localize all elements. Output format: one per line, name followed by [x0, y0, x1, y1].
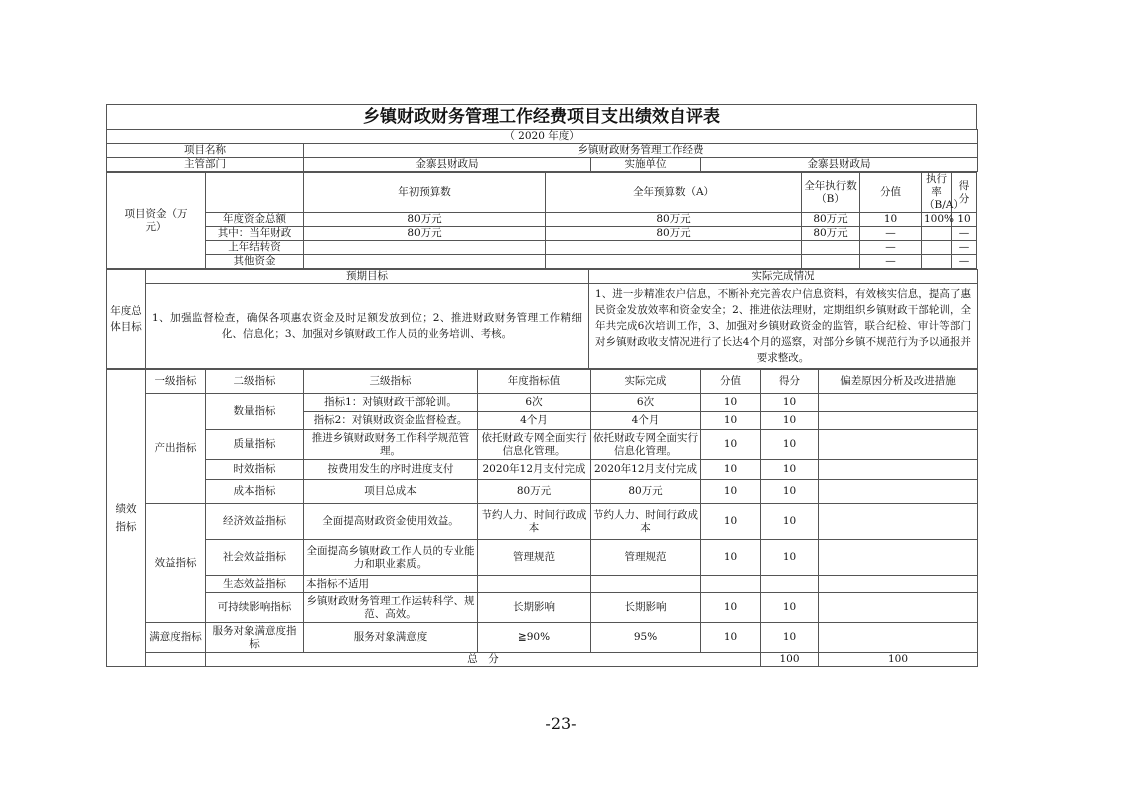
funds-row-exec: 80万元 [802, 213, 860, 227]
perf-row-actual: 95% [591, 623, 701, 653]
funds-row-name: 其中：当年财政 [206, 227, 304, 241]
perf-row [107, 540, 978, 576]
satisfaction-label: 满意度指标 [146, 623, 206, 653]
perf-row-actual: 2020年12月支付完成 [591, 460, 701, 480]
year-row [107, 130, 978, 144]
funds-row-score-val: — [860, 241, 922, 255]
funds-header-row [107, 173, 977, 213]
perf-header-target: 年度指标值 [478, 370, 591, 394]
funds-row-initial [304, 255, 546, 269]
funds-header-exec: 全年执行数（B） [802, 173, 860, 213]
perf-row-val: 10 [701, 480, 761, 504]
perf-row-l3: 全面提高财政资金使用效益。 [304, 504, 478, 540]
funds-header-annual: 全年预算数（A） [546, 173, 802, 213]
perf-row-val: 10 [701, 504, 761, 540]
funds-row-rate: 100% [922, 213, 952, 227]
perf-row-actual: 6次 [591, 394, 701, 412]
perf-row-score: 10 [761, 460, 819, 480]
perf-row-l2: 质量指标 [206, 430, 304, 460]
funds-row-rate [922, 227, 952, 241]
funds-row-rate [922, 241, 952, 255]
perf-row-target: 长期影响 [478, 593, 591, 623]
perf-row-actual: 依托财政专网全面实行信息化管理。 [591, 430, 701, 460]
perf-row [107, 430, 978, 460]
perf-row-val: 10 [701, 540, 761, 576]
evaluation-sheet [106, 104, 977, 667]
perf-row-actual: 节约人力、时间行政成本 [591, 504, 701, 540]
perf-row-val: 10 [701, 430, 761, 460]
project-name-value: 乡镇财政财务管理工作经费 [304, 144, 978, 158]
funds-row-name: 其他资金 [206, 255, 304, 269]
perf-row-note [819, 460, 978, 480]
funds-header-score: 得分 [952, 173, 977, 213]
funds-table [106, 172, 977, 269]
evaluation-table [106, 129, 978, 172]
perf-row-note [819, 504, 978, 540]
perf-row-l3: 指标1：对镇财政干部轮训。 [304, 394, 478, 412]
perf-header-actual: 实际完成 [591, 370, 701, 394]
funds-row-score: — [952, 255, 977, 269]
perf-row-actual: 长期影响 [591, 593, 701, 623]
project-name-label: 项目名称 [107, 144, 304, 158]
dept-value: 金寨县财政局 [304, 158, 591, 172]
funds-row-score-val: — [860, 227, 922, 241]
perf-row-note [819, 480, 978, 504]
perf-row-l3: 指标2：对镇财政资金监督检查。 [304, 412, 478, 430]
page-number: -23- [545, 714, 577, 733]
funds-row-annual [546, 255, 802, 269]
perf-row-l3: 服务对象满意度 [304, 623, 478, 653]
perf-row-actual: 4个月 [591, 412, 701, 430]
funds-row-exec [802, 255, 860, 269]
funds-row [107, 255, 977, 269]
funds-label: 项目资金（万元） [107, 173, 206, 269]
performance-table [106, 369, 978, 667]
perf-row [107, 480, 978, 504]
perf-row-l3: 按费用发生的序时进度支付 [304, 460, 478, 480]
perf-row-target: 依托财政专网全面实行信息化管理。 [478, 430, 591, 460]
perf-row [107, 623, 978, 653]
funds-header-initial: 年初预算数 [304, 173, 546, 213]
year-label: （ 2020 年度） [107, 130, 978, 144]
perf-header-l1: 一级指标 [146, 370, 206, 394]
perf-row-target: 6次 [478, 394, 591, 412]
funds-row [107, 241, 977, 255]
goals-actual-text: 1、进一步精准农户信息，不断补充完善农户信息资料，有效核实信息，提高了惠民资金发放效率和资金安全；2、推进依法理财，定期组织乡镇财政干部轮训，全年共完成6次培训工作，3、加强对乡镇财政资金的监管，联合纪检、审计等部门对乡镇财政收支情况进行了长达4个月的巡察，对部分乡镇不规范行为予以通报并要求整改。 [589, 284, 978, 369]
perf-row-note [819, 540, 978, 576]
perf-row-l2: 经济效益指标 [206, 504, 304, 540]
perf-row-note [819, 394, 978, 412]
perf-row-val: 10 [701, 593, 761, 623]
perf-row-l2: 社会效益指标 [206, 540, 304, 576]
perf-row-target: 80万元 [478, 480, 591, 504]
perf-row-l3: 乡镇财政财务管理工作运转科学、规范、高效。 [304, 593, 478, 623]
perf-row-score: 10 [761, 504, 819, 540]
perf-row-note [819, 623, 978, 653]
perf-row-val [701, 576, 761, 593]
perf-row-l2: 成本指标 [206, 480, 304, 504]
perf-row-score: 10 [761, 412, 819, 430]
funds-row-score: — [952, 227, 977, 241]
perf-row [107, 460, 978, 480]
perf-row-actual: 管理规范 [591, 540, 701, 576]
impl-label: 实施单位 [591, 158, 701, 172]
perf-row [107, 593, 978, 623]
funds-row-initial [304, 241, 546, 255]
total-row [107, 653, 978, 667]
perf-row-l2: 服务对象满意度指标 [206, 623, 304, 653]
funds-row-score: 10 [952, 213, 977, 227]
project-row [107, 144, 978, 158]
perf-header-score: 得分 [761, 370, 819, 394]
funds-row-annual: 80万元 [546, 213, 802, 227]
perf-row-score: 10 [761, 430, 819, 460]
perf-row [107, 394, 978, 412]
perf-row-note [819, 430, 978, 460]
perf-row-score: 10 [761, 480, 819, 504]
perf-row-actual [591, 576, 701, 593]
total-score: 100 [819, 653, 978, 667]
funds-row-initial: 80万元 [304, 213, 546, 227]
perf-row-val: 10 [701, 412, 761, 430]
perf-row-l3: 全面提高乡镇财政工作人员的专业能力和职业素质。 [304, 540, 478, 576]
output-label: 产出指标 [146, 394, 206, 504]
perf-row [107, 576, 978, 593]
perf-row-target: ≧90% [478, 623, 591, 653]
impl-value: 金寨县财政局 [701, 158, 978, 172]
perf-row-score: 10 [761, 394, 819, 412]
perf-header-note: 偏差原因分析及改进措施 [819, 370, 978, 394]
funds-row [107, 213, 977, 227]
perf-row-l3: 本指标不适用 [304, 576, 478, 593]
goals-expected-text: 1、加强监督检查，确保各项惠农资金及时足额发放到位；2、推进财政财务管理工作精细化、信息化；3、加强对乡镇财政工作人员的业务培训、考核。 [146, 284, 589, 369]
perf-row-target: 节约人力、时间行政成本 [478, 504, 591, 540]
funds-row [107, 227, 977, 241]
perf-row-target: 4个月 [478, 412, 591, 430]
funds-row-score-val: — [860, 255, 922, 269]
goals-table [106, 269, 978, 369]
perf-row-val: 10 [701, 394, 761, 412]
funds-row-name: 年度资金总额 [206, 213, 304, 227]
perf-header-l2: 二级指标 [206, 370, 304, 394]
benefit-label: 效益指标 [146, 504, 206, 623]
perf-row-l3: 项目总成本 [304, 480, 478, 504]
perf-row-score [761, 576, 819, 593]
perf-row-score: 10 [761, 623, 819, 653]
dept-row [107, 158, 978, 172]
perf-row-l2: 可持续影响指标 [206, 593, 304, 623]
perf-row-note [819, 593, 978, 623]
total-label: 总 分 [206, 653, 761, 667]
perf-label: 绩效指标 [107, 370, 146, 667]
goals-expected-label: 预期目标 [146, 270, 589, 284]
quantity-label: 数量指标 [206, 394, 304, 430]
goals-content-row [107, 284, 978, 369]
funds-row-initial: 80万元 [304, 227, 546, 241]
perf-row-note [819, 412, 978, 430]
dept-label: 主管部门 [107, 158, 304, 172]
total-val: 100 [761, 653, 819, 667]
goals-actual-label: 实际完成情况 [589, 270, 978, 284]
funds-row-annual [546, 241, 802, 255]
funds-row-score: — [952, 241, 977, 255]
funds-row-score-val: 10 [860, 213, 922, 227]
funds-row-annual: 80万元 [546, 227, 802, 241]
goals-label: 年度总体目标 [107, 270, 146, 369]
perf-header-l3: 三级指标 [304, 370, 478, 394]
perf-row-l3: 推进乡镇财政财务工作科学规范管理。 [304, 430, 478, 460]
perf-row-score: 10 [761, 540, 819, 576]
funds-row-exec: 80万元 [802, 227, 860, 241]
perf-row-l2: 时效指标 [206, 460, 304, 480]
perf-row-target [478, 576, 591, 593]
funds-row-name: 上年结转资 [206, 241, 304, 255]
perf-row-l2: 生态效益指标 [206, 576, 304, 593]
funds-header-rate: 执行率（B/A） [922, 173, 952, 213]
funds-row-rate [922, 255, 952, 269]
perf-row [107, 504, 978, 540]
perf-row-score: 10 [761, 593, 819, 623]
perf-row-val: 10 [701, 623, 761, 653]
perf-row-actual: 80万元 [591, 480, 701, 504]
perf-header-val: 分值 [701, 370, 761, 394]
perf-row-target: 管理规范 [478, 540, 591, 576]
perf-header-row [107, 370, 978, 394]
goals-header-row [107, 270, 978, 284]
perf-row-val: 10 [701, 460, 761, 480]
funds-row-exec [802, 241, 860, 255]
perf-row-target: 2020年12月支付完成 [478, 460, 591, 480]
page-title: 乡镇财政财务管理工作经费项目支出绩效自评表 [106, 104, 977, 129]
perf-row-note [819, 576, 978, 593]
funds-header-score-val: 分值 [860, 173, 922, 213]
